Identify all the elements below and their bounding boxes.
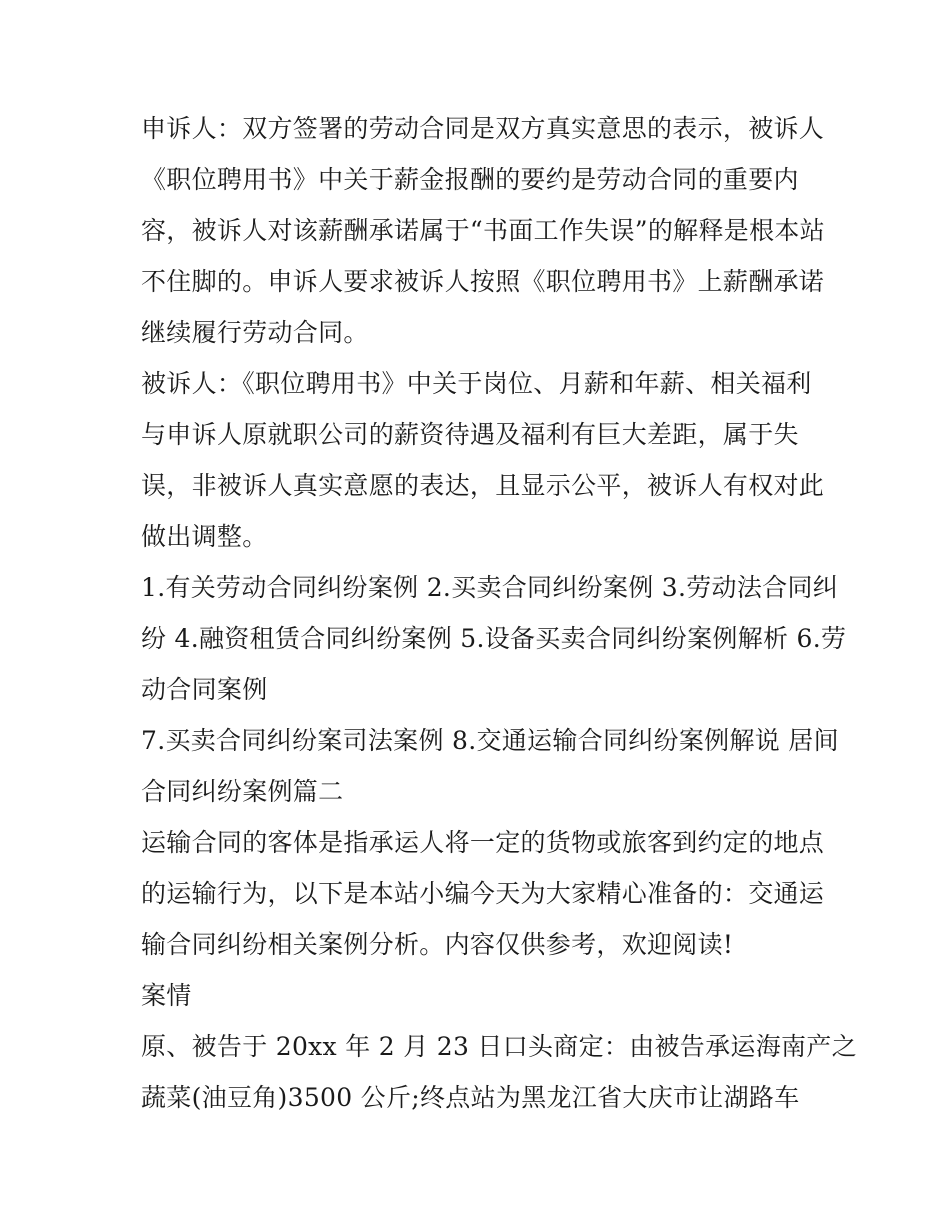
text-line: 案情 — [141, 981, 192, 1010]
text-line: 继续履行劳动合同。 — [141, 318, 369, 347]
text-line: 误，非被诉人真实意愿的表达，且显示公平，被诉人有权对此 — [141, 471, 825, 500]
text-line: 动合同案例 — [141, 675, 268, 704]
text-line: 被诉人：《职位聘用书》中关于岗位、月薪和年薪、相关福利 — [141, 369, 812, 398]
text-line: 与申诉人原就职公司的薪资待遇及福利有巨大差距，属于失 — [141, 420, 799, 449]
text-line: 原、被告于 20xx 年 2 月 23 日口头商定：由被告承运海南产之 — [141, 1032, 857, 1061]
text-line: 纷 4.融资租赁合同纠纷案例 5.设备买卖合同纠纷案例解析 6.劳 — [141, 624, 847, 653]
text-line: 7.买卖合同纠纷案司法案例 8.交通运输合同纠纷案例解说 居间 — [141, 726, 839, 755]
text-line: 申诉人：双方签署的劳动合同是双方真实意思的表示，被诉人 — [141, 114, 825, 143]
text-line: 不住脚的。申诉人要求被诉人按照《职位聘用书》上薪酬承诺 — [141, 267, 825, 296]
text-line: 做出调整。 — [141, 522, 268, 551]
text-line: 的运输行为，以下是本站小编今天为大家精心准备的：交通运 — [141, 879, 825, 908]
text-line: 合同纠纷案例篇二 — [141, 777, 344, 806]
text-line: 《职位聘用书》中关于薪金报酬的要约是劳动合同的重要内 — [141, 165, 799, 194]
document-body — [141, 103, 857, 1123]
text-line: 输合同纠纷相关案例分析。内容仅供参考，欢迎阅读! — [141, 930, 734, 959]
text-line: 蔬菜(油豆角)3500 公斤;终点站为黑龙江省大庆市让湖路车 — [141, 1083, 800, 1112]
text-line: 1.有关劳动合同纠纷案例 2.买卖合同纠纷案例 3.劳动法合同纠 — [141, 573, 839, 602]
text-line: 运输合同的客体是指承运人将一定的货物或旅客到约定的地点 — [141, 828, 825, 857]
text-line: 容，被诉人对该薪酬承诺属于“书面工作失误”的解释是根本站 — [141, 216, 825, 245]
